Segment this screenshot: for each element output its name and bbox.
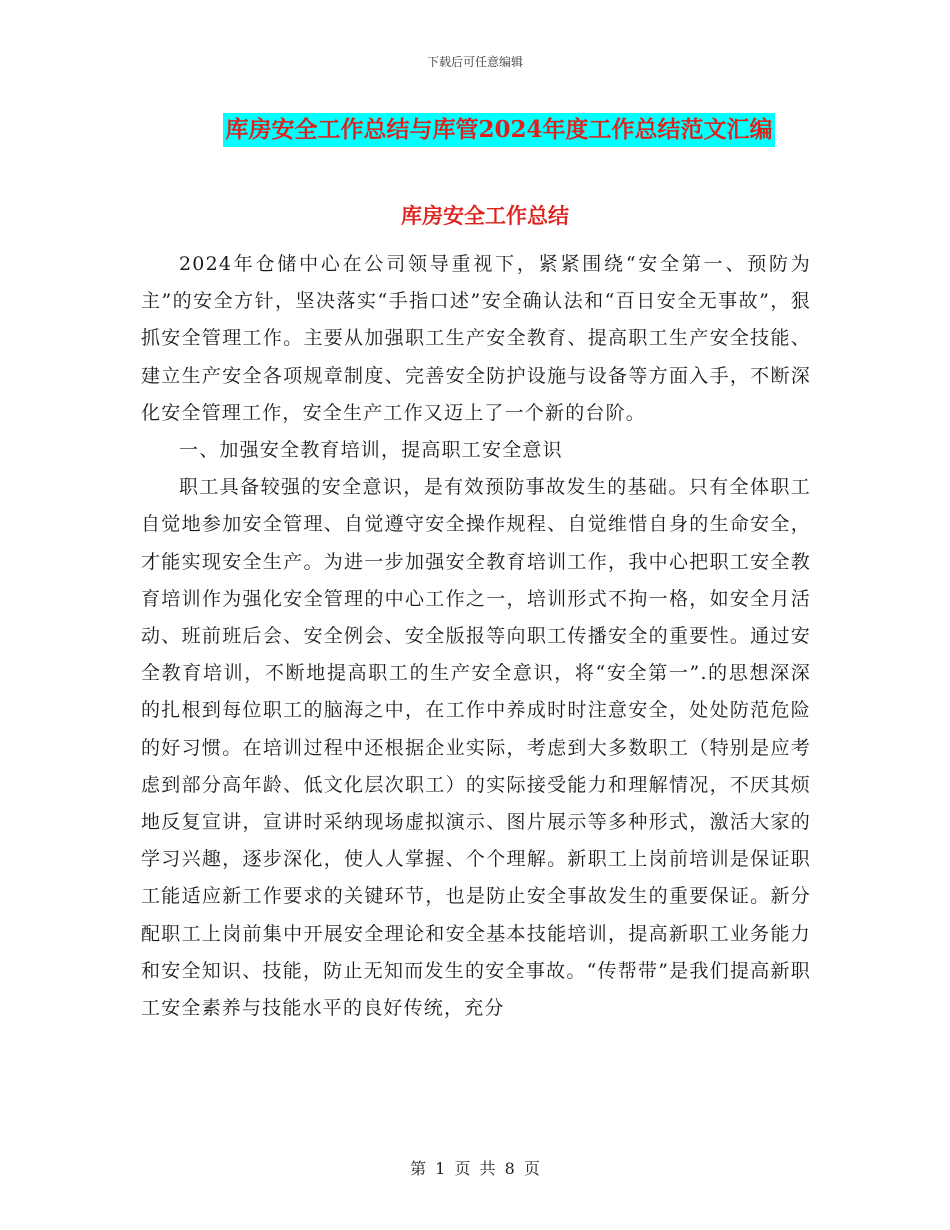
page-footer: 第 1 页 共 8 页 xyxy=(410,1159,540,1178)
section-title xyxy=(0,200,950,230)
paragraph-heading: 一、加强安全教育培训，提高职工安全意识 xyxy=(179,439,563,462)
paragraph: 职工具备较强的安全意识，是有效预防事故发生的基础。只有全体职工自觉地参加安全管理、自觉遵守安全操作规程、自觉维惜自身的生命安全，才能实现安全生产。为进一步加强安全教育培训工作，我中心把职工安全教育培训作为强化安全管理的中心工作之一，培训形式不拘一格，如安全月活动、班前班后会、安全例会、安全版报等向职工传播安全的重要性。通过安全教育培训，不断地提高职工的生产安全意识，将“安全第一”.的思想深深的扎根到每位职工的脑海之中，在工作中养成时时注意安全，处处防范危险的好习惯。在培训过程中还根据企业实际，考虑到大多数职工（特别是应考虑到部分高年龄、低文化层次职工）的实际接受能力和理解情况，不厌其烦地反复宣讲，宣讲时采纳现场虚拟演示、图片展示等多种形式，激活大家的学习兴趣，逐步深化，使人人掌握、个个理解。新职工上岗前培训是保证职工能适应新工作要求的关键环节，也是防止安全事故发生的重要保证。新分配职工上岗前集中开展安全理论和安全基本技能培训，提高新职工业务能力和安全知识、技能，防止无知而发生的安全事故。“传帮带”是我们提高新职工安全素养与技能水平的良好传统，充分 xyxy=(141,476,811,1020)
main-title-wrap xyxy=(0,113,950,147)
section-title-text: 库房安全工作总结 xyxy=(401,203,569,228)
document-body xyxy=(141,246,811,1027)
header-note: 下载后可任意编辑 xyxy=(426,55,523,69)
paragraph: 2024年仓储中心在公司领导重视下，紧紧围绕“安全第一、预防为主”的安全方针，坚决落实“手指口述”安全确认法和“百日安全无事故”，狠抓安全管理工作。主要从加强职工生产安全教育、提高职工生产安全技能、建立生产安全各项规章制度、完善安全防护设施与设备等方面入手，不断深化安全管理工作，安全生产工作又迈上了一个新的台阶。 xyxy=(141,253,811,424)
main-title: 库房安全工作总结与库管2024年度工作总结范文汇编 xyxy=(223,113,774,147)
